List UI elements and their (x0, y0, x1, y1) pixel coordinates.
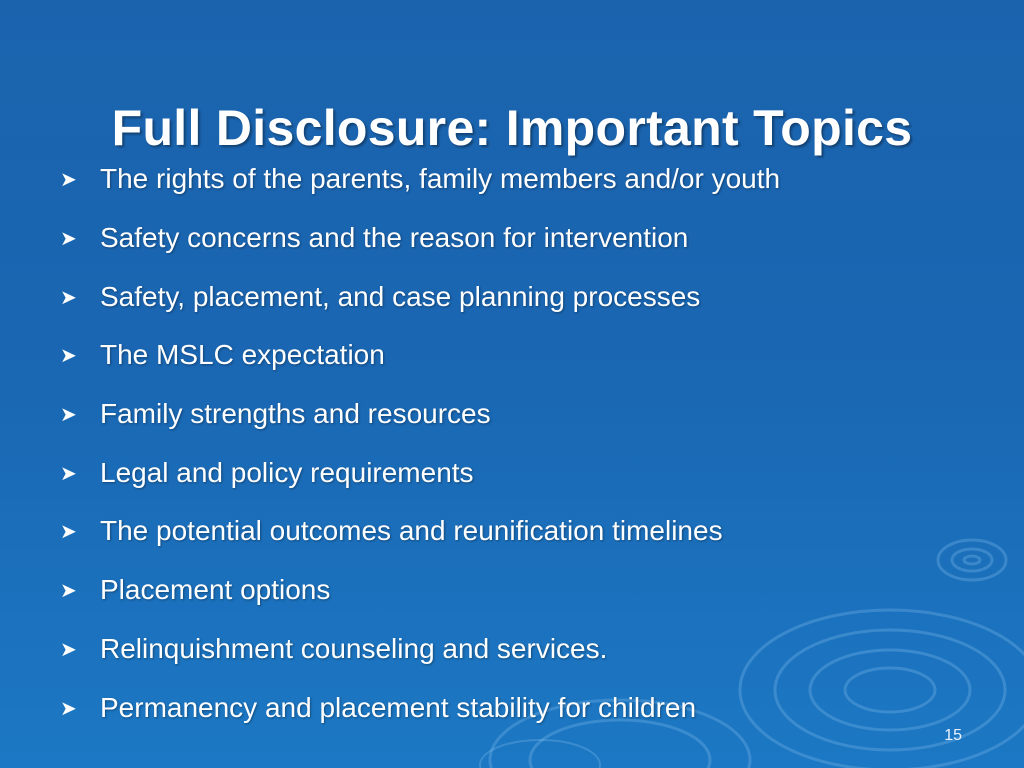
arrow-bullet-icon: ➤ (60, 286, 77, 309)
list-item (60, 502, 780, 561)
list-item (60, 326, 780, 385)
list-item (60, 620, 780, 679)
list-item-text: Permanency and placement stability for children (100, 691, 697, 723)
arrow-bullet-icon: ➤ (60, 228, 77, 251)
arrow-bullet-icon: ➤ (60, 404, 77, 427)
bullet-list (60, 150, 780, 737)
list-item-text: Placement options (100, 574, 331, 606)
list-item (60, 267, 780, 326)
slide-title: Full Disclosure: Important Topics (111, 99, 913, 156)
arrow-bullet-icon: ➤ (60, 462, 77, 485)
arrow-bullet-icon: ➤ (60, 345, 77, 368)
list-item-text: Legal and policy requirements (100, 456, 474, 488)
list-item (60, 150, 780, 209)
list-item-text: Safety, placement, and case planning processes (100, 280, 701, 312)
arrow-bullet-icon: ➤ (60, 580, 77, 603)
arrow-bullet-icon: ➤ (60, 521, 77, 544)
list-item (60, 443, 780, 502)
list-item-text: Family strengths and resources (100, 398, 491, 430)
page-number: 15 (944, 727, 962, 744)
list-item-text: Relinquishment counseling and services. (100, 632, 608, 664)
list-item-text: The potential outcomes and reunification timelines (100, 515, 723, 547)
list-item-text: Safety concerns and the reason for intervention (100, 222, 689, 254)
list-item (60, 561, 780, 620)
list-item (60, 385, 780, 444)
arrow-bullet-icon: ➤ (60, 697, 77, 720)
arrow-bullet-icon: ➤ (60, 638, 77, 661)
list-item-text: The MSLC expectation (100, 339, 385, 371)
arrow-bullet-icon: ➤ (60, 169, 77, 192)
list-item (60, 678, 780, 737)
list-item-text: The rights of the parents, family members and/or youth (100, 163, 781, 195)
list-item (60, 209, 780, 268)
